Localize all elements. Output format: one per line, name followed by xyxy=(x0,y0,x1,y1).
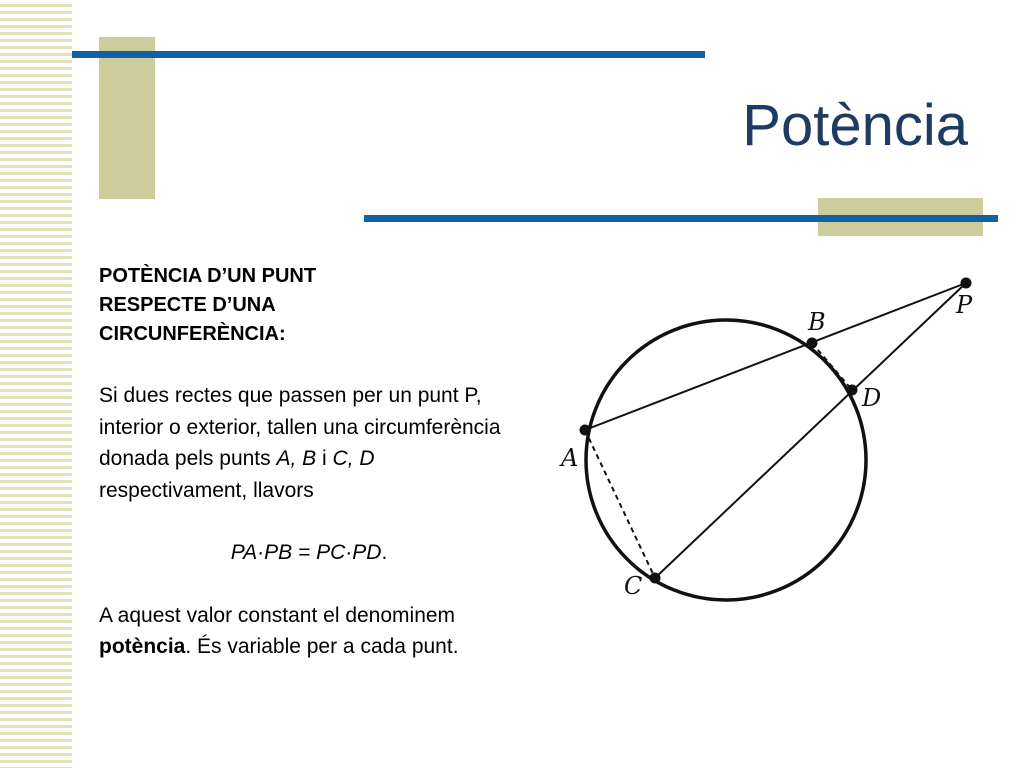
theorem-paragraph xyxy=(99,380,519,506)
chord-ac-dashed xyxy=(585,430,655,578)
left-stripe-pattern xyxy=(0,0,72,768)
definition-paragraph xyxy=(99,600,519,663)
chord-bd-dashed xyxy=(812,343,852,390)
decor-bar-bottom xyxy=(364,215,998,222)
label-a: A xyxy=(561,444,579,472)
connector-word: i xyxy=(322,447,327,470)
label-p: P xyxy=(956,291,973,319)
formula: PA·PB = PC·PD xyxy=(230,541,382,564)
point-c xyxy=(650,573,661,584)
point-p xyxy=(961,278,972,289)
label-b: B xyxy=(808,308,826,336)
circle xyxy=(586,320,866,600)
point-pair-ab: A, B xyxy=(276,447,317,470)
text-content xyxy=(99,262,519,663)
decor-bar-top xyxy=(72,51,705,58)
power-of-point-diagram xyxy=(540,260,1000,620)
point-pair-cd: C, D xyxy=(332,447,375,470)
secant-line-pa xyxy=(585,283,966,430)
formula-period: . xyxy=(381,541,388,564)
formula-line xyxy=(99,537,519,569)
point-b xyxy=(807,338,818,349)
keyword-potencia: potència xyxy=(99,635,186,658)
point-d xyxy=(847,385,858,396)
definition-text-start: A aquest valor constant el denominem xyxy=(99,603,456,627)
theorem-text-end: respectivament, llavors xyxy=(99,478,314,502)
section-heading: POTÈNCIA D’UN PUNT RESPECTE D’UNA CIRCUNFERÈNCIA: xyxy=(99,265,317,345)
label-c: C xyxy=(624,572,643,600)
page-title: Potència xyxy=(742,93,968,158)
decor-block-top xyxy=(99,37,155,199)
theorem-text-start: Si dues rectes que passen per un punt P, interior o exterior, tallen una circumferència donada pels punts xyxy=(99,384,501,470)
label-d: D xyxy=(862,384,882,412)
definition-text-end: . És variable per a cada punt. xyxy=(185,635,459,658)
point-a xyxy=(580,425,591,436)
